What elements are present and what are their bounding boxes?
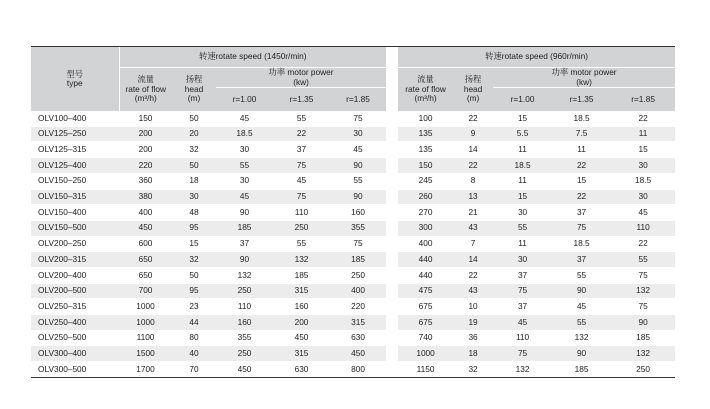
cell-power-r100-960: 55: [493, 220, 552, 236]
head-header-960: 扬程 head (m): [453, 68, 493, 112]
cell-flow-1450: 600: [119, 236, 172, 252]
cell-power-r135-1450: 45: [273, 173, 330, 189]
cell-head-960: 18: [453, 346, 493, 362]
cell-power-r100-960: 132: [493, 362, 552, 378]
cell-model: OLV250–400: [31, 315, 119, 331]
cell-model: OLV100–400: [31, 111, 119, 126]
cell-power-r100-1450: 355: [216, 330, 273, 346]
cell-flow-1450: 380: [119, 189, 172, 205]
cell-flow-960: 1150: [398, 362, 453, 378]
column-gap: [386, 315, 398, 331]
cell-head-960: 43: [453, 220, 493, 236]
cell-power-r135-1450: 630: [273, 362, 330, 378]
cell-flow-1450: 220: [119, 158, 172, 174]
cell-power-r185-1450: 185: [330, 252, 386, 268]
cell-power-r135-1450: 450: [273, 330, 330, 346]
r135-header-1450: r=1.35: [273, 88, 330, 112]
cell-power-r135-1450: 132: [273, 252, 330, 268]
cell-power-r135-960: 18.5: [552, 236, 611, 252]
column-gap: [386, 173, 398, 189]
cell-power-r185-1450: 75: [330, 111, 386, 126]
cell-head-960: 14: [453, 252, 493, 268]
speed-1450-header: 转速rotate speed (1450r/min): [119, 47, 386, 68]
cell-power-r100-960: 11: [493, 142, 552, 158]
column-gap: [386, 142, 398, 158]
cell-head-1450: 48: [172, 205, 216, 221]
cell-power-r185-960: 90: [611, 315, 675, 331]
cell-power-r100-960: 15: [493, 111, 552, 126]
cell-power-r135-1450: 75: [273, 189, 330, 205]
cell-power-r100-1450: 90: [216, 252, 273, 268]
cell-power-r185-1450: 400: [330, 283, 386, 299]
cell-power-r100-1450: 450: [216, 362, 273, 378]
cell-power-r185-960: 15: [611, 142, 675, 158]
cell-power-r135-960: 37: [552, 252, 611, 268]
cell-power-r185-1450: 75: [330, 236, 386, 252]
cell-power-r135-1450: 110: [273, 205, 330, 221]
r100-header-960: r=1.00: [493, 88, 552, 112]
cell-head-1450: 32: [172, 142, 216, 158]
cell-power-r135-960: 22: [552, 189, 611, 205]
cell-power-r185-960: 18.5: [611, 173, 675, 189]
cell-head-1450: 70: [172, 362, 216, 378]
cell-flow-1450: 1700: [119, 362, 172, 378]
cell-power-r185-1450: 55: [330, 173, 386, 189]
cell-head-960: 9: [453, 126, 493, 142]
cell-power-r135-960: 90: [552, 283, 611, 299]
cell-head-1450: 20: [172, 126, 216, 142]
cell-power-r135-960: 22: [552, 158, 611, 174]
cell-flow-960: 740: [398, 330, 453, 346]
cell-head-1450: 44: [172, 315, 216, 331]
cell-head-960: 10: [453, 299, 493, 315]
power-header-960: 功率 motor power (kw): [493, 68, 675, 88]
flow-header-1450: 流量 rate of flow (m³/h): [119, 68, 172, 112]
cell-flow-1450: 650: [119, 252, 172, 268]
cell-power-r185-1450: 220: [330, 299, 386, 315]
table-row: [31, 158, 675, 174]
cell-head-1450: 23: [172, 299, 216, 315]
cell-power-r185-960: 132: [611, 346, 675, 362]
cell-head-1450: 50: [172, 158, 216, 174]
cell-power-r135-960: 37: [552, 205, 611, 221]
column-gap: [386, 205, 398, 221]
cell-power-r185-1450: 160: [330, 205, 386, 221]
cell-power-r185-1450: 450: [330, 346, 386, 362]
cell-power-r185-960: 45: [611, 205, 675, 221]
cell-power-r185-960: 30: [611, 158, 675, 174]
cell-power-r135-960: 18.5: [552, 111, 611, 126]
cell-power-r135-960: 55: [552, 267, 611, 283]
cell-flow-960: 260: [398, 189, 453, 205]
table-row: [31, 236, 675, 252]
cell-power-r135-1450: 315: [273, 283, 330, 299]
cell-power-r135-1450: 185: [273, 267, 330, 283]
cell-power-r100-960: 11: [493, 236, 552, 252]
cell-flow-960: 400: [398, 236, 453, 252]
cell-flow-1450: 700: [119, 283, 172, 299]
cell-head-960: 22: [453, 111, 493, 126]
cell-head-1450: 40: [172, 346, 216, 362]
cell-head-960: 22: [453, 267, 493, 283]
table-row: [31, 220, 675, 236]
cell-flow-1450: 360: [119, 173, 172, 189]
cell-power-r185-960: 22: [611, 111, 675, 126]
cell-flow-1450: 1000: [119, 315, 172, 331]
cell-flow-1450: 1500: [119, 346, 172, 362]
table-row: [31, 362, 675, 378]
cell-power-r135-1450: 55: [273, 236, 330, 252]
cell-flow-1450: 400: [119, 205, 172, 221]
column-gap: [386, 299, 398, 315]
column-gap: [386, 189, 398, 205]
cell-model: OLV250–500: [31, 330, 119, 346]
cell-power-r100-1450: 160: [216, 315, 273, 331]
cell-head-960: 36: [453, 330, 493, 346]
cell-power-r135-1450: 160: [273, 299, 330, 315]
cell-power-r100-960: 75: [493, 346, 552, 362]
cell-power-r100-1450: 110: [216, 299, 273, 315]
table-row: [31, 189, 675, 205]
column-gap: [386, 362, 398, 378]
cell-model: OLV200–250: [31, 236, 119, 252]
cell-power-r100-960: 45: [493, 315, 552, 331]
column-gap: [386, 346, 398, 362]
cell-power-r100-960: 11: [493, 173, 552, 189]
cell-power-r135-1450: 250: [273, 220, 330, 236]
column-gap: [386, 236, 398, 252]
cell-flow-960: 270: [398, 205, 453, 221]
cell-power-r135-1450: 315: [273, 346, 330, 362]
cell-power-r100-1450: 185: [216, 220, 273, 236]
cell-head-1450: 80: [172, 330, 216, 346]
r135-header-960: r=1.35: [552, 88, 611, 112]
cell-power-r185-1450: 30: [330, 126, 386, 142]
cell-flow-960: 675: [398, 299, 453, 315]
pump-spec-table-wrapper: [31, 46, 675, 378]
cell-power-r185-1450: 45: [330, 142, 386, 158]
cell-power-r100-1450: 37: [216, 236, 273, 252]
cell-power-r100-1450: 132: [216, 267, 273, 283]
cell-model: OLV150–315: [31, 189, 119, 205]
cell-flow-1450: 200: [119, 142, 172, 158]
column-gap: [386, 220, 398, 236]
cell-power-r185-960: 185: [611, 330, 675, 346]
head-header-1450: 扬程 head (m): [172, 68, 216, 112]
cell-power-r185-1450: 90: [330, 158, 386, 174]
type-header: 型号 type: [31, 47, 119, 112]
cell-flow-960: 135: [398, 126, 453, 142]
cell-power-r185-960: 22: [611, 236, 675, 252]
cell-power-r100-1450: 45: [216, 189, 273, 205]
cell-power-r185-960: 250: [611, 362, 675, 378]
cell-power-r185-1450: 315: [330, 315, 386, 331]
cell-power-r135-960: 55: [552, 315, 611, 331]
cell-flow-960: 440: [398, 252, 453, 268]
cell-power-r100-960: 30: [493, 205, 552, 221]
cell-power-r185-1450: 355: [330, 220, 386, 236]
cell-flow-960: 1000: [398, 346, 453, 362]
cell-power-r135-960: 11: [552, 142, 611, 158]
cell-flow-960: 300: [398, 220, 453, 236]
flow-header-960: 流量 rate of flow (m³/h): [398, 68, 453, 112]
cell-flow-960: 150: [398, 158, 453, 174]
cell-power-r135-960: 132: [552, 330, 611, 346]
cell-head-960: 13: [453, 189, 493, 205]
cell-power-r100-960: 37: [493, 267, 552, 283]
table-row: [31, 315, 675, 331]
power-header-1450: 功率 motor power (kw): [216, 68, 386, 88]
cell-flow-960: 440: [398, 267, 453, 283]
cell-flow-960: 135: [398, 142, 453, 158]
column-gap: [386, 283, 398, 299]
table-row: [31, 267, 675, 283]
cell-power-r135-1450: 200: [273, 315, 330, 331]
cell-flow-960: 475: [398, 283, 453, 299]
cell-head-1450: 30: [172, 189, 216, 205]
cell-power-r185-960: 75: [611, 267, 675, 283]
cell-power-r135-1450: 22: [273, 126, 330, 142]
cell-power-r185-1450: 90: [330, 189, 386, 205]
table-row: [31, 111, 675, 126]
cell-power-r135-960: 7.5: [552, 126, 611, 142]
cell-head-1450: 50: [172, 267, 216, 283]
column-gap: [386, 47, 398, 112]
pump-spec-table: [31, 46, 675, 378]
cell-flow-1450: 150: [119, 111, 172, 126]
cell-model: OLV150–250: [31, 173, 119, 189]
cell-head-960: 19: [453, 315, 493, 331]
column-gap: [386, 158, 398, 174]
pump-spec-body: [31, 111, 675, 377]
cell-power-r100-960: 5.5: [493, 126, 552, 142]
cell-power-r135-960: 185: [552, 362, 611, 378]
table-row: [31, 142, 675, 158]
cell-model: OLV125–315: [31, 142, 119, 158]
cell-head-1450: 95: [172, 283, 216, 299]
cell-power-r185-960: 110: [611, 220, 675, 236]
cell-model: OLV300–400: [31, 346, 119, 362]
cell-power-r135-960: 90: [552, 346, 611, 362]
cell-power-r135-960: 45: [552, 299, 611, 315]
cell-model: OLV150–400: [31, 205, 119, 221]
column-gap: [386, 330, 398, 346]
cell-head-960: 43: [453, 283, 493, 299]
table-row: [31, 330, 675, 346]
cell-head-960: 21: [453, 205, 493, 221]
cell-flow-1450: 450: [119, 220, 172, 236]
cell-power-r100-960: 37: [493, 299, 552, 315]
cell-head-1450: 15: [172, 236, 216, 252]
cell-power-r135-960: 75: [552, 220, 611, 236]
cell-model: OLV250–315: [31, 299, 119, 315]
cell-power-r100-960: 110: [493, 330, 552, 346]
table-row: [31, 205, 675, 221]
column-gap: [386, 126, 398, 142]
cell-power-r135-1450: 37: [273, 142, 330, 158]
table-row: [31, 346, 675, 362]
table-row: [31, 299, 675, 315]
table-row: [31, 173, 675, 189]
cell-head-960: 32: [453, 362, 493, 378]
cell-power-r185-1450: 630: [330, 330, 386, 346]
cell-power-r185-1450: 250: [330, 267, 386, 283]
cell-flow-1450: 1100: [119, 330, 172, 346]
cell-power-r135-960: 15: [552, 173, 611, 189]
cell-power-r100-1450: 18.5: [216, 126, 273, 142]
cell-power-r185-960: 132: [611, 283, 675, 299]
cell-power-r185-960: 30: [611, 189, 675, 205]
cell-power-r100-960: 18.5: [493, 158, 552, 174]
cell-flow-1450: 1000: [119, 299, 172, 315]
cell-flow-960: 100: [398, 111, 453, 126]
cell-model: OLV200–400: [31, 267, 119, 283]
cell-model: OLV200–315: [31, 252, 119, 268]
cell-head-1450: 50: [172, 111, 216, 126]
cell-power-r100-1450: 45: [216, 111, 273, 126]
cell-model: OLV150–500: [31, 220, 119, 236]
cell-power-r100-960: 30: [493, 252, 552, 268]
cell-head-960: 8: [453, 173, 493, 189]
cell-power-r100-1450: 90: [216, 205, 273, 221]
cell-power-r185-960: 11: [611, 126, 675, 142]
cell-power-r100-960: 75: [493, 283, 552, 299]
table-row: [31, 252, 675, 268]
cell-head-1450: 18: [172, 173, 216, 189]
cell-power-r100-1450: 30: [216, 142, 273, 158]
cell-power-r135-1450: 55: [273, 111, 330, 126]
cell-model: OLV125–250: [31, 126, 119, 142]
r100-header-1450: r=1.00: [216, 88, 273, 112]
speed-960-header: 转速rotate speed (960r/min): [398, 47, 675, 68]
column-gap: [386, 111, 398, 126]
r185-header-960: r=1.85: [611, 88, 675, 112]
cell-flow-960: 675: [398, 315, 453, 331]
cell-power-r185-960: 55: [611, 252, 675, 268]
cell-model: OLV200–500: [31, 283, 119, 299]
cell-flow-1450: 650: [119, 267, 172, 283]
cell-power-r185-1450: 800: [330, 362, 386, 378]
cell-model: OLV300–500: [31, 362, 119, 378]
cell-flow-1450: 200: [119, 126, 172, 142]
column-gap: [386, 252, 398, 268]
cell-power-r100-960: 15: [493, 189, 552, 205]
cell-power-r100-1450: 30: [216, 173, 273, 189]
cell-power-r185-960: 75: [611, 299, 675, 315]
cell-power-r100-1450: 250: [216, 283, 273, 299]
cell-head-960: 7: [453, 236, 493, 252]
cell-head-960: 22: [453, 158, 493, 174]
r185-header-1450: r=1.85: [330, 88, 386, 112]
table-row: [31, 283, 675, 299]
cell-head-960: 14: [453, 142, 493, 158]
column-gap: [386, 267, 398, 283]
cell-flow-960: 245: [398, 173, 453, 189]
cell-power-r135-1450: 75: [273, 158, 330, 174]
cell-head-1450: 32: [172, 252, 216, 268]
cell-power-r100-1450: 55: [216, 158, 273, 174]
cell-model: OLV125–400: [31, 158, 119, 174]
cell-head-1450: 95: [172, 220, 216, 236]
table-row: [31, 126, 675, 142]
cell-power-r100-1450: 250: [216, 346, 273, 362]
